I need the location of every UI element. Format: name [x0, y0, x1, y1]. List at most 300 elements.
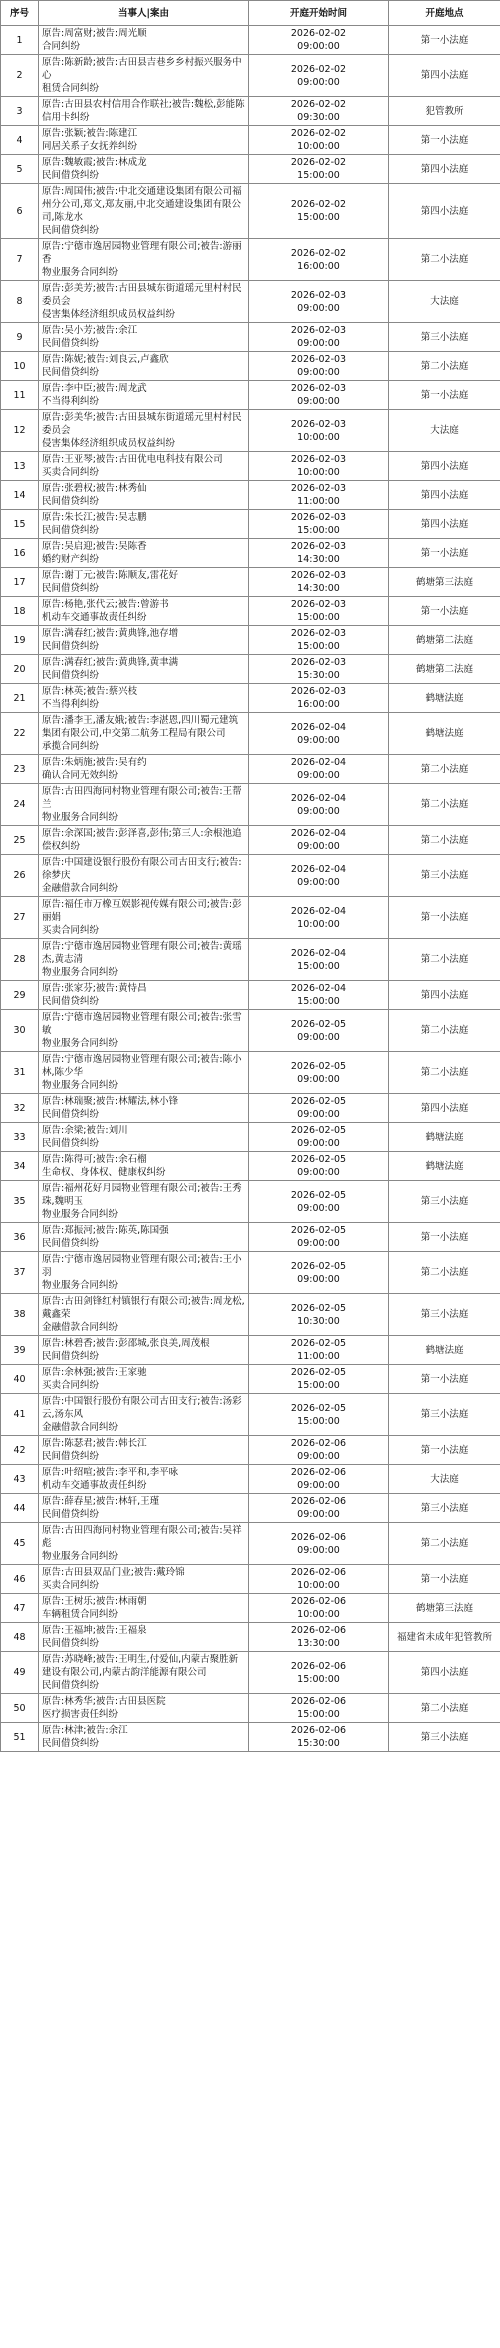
- table-row: [1, 939, 500, 981]
- party-text: 原告:宁德市逸居园物业管理有限公司;被告:陈小林,陈少华: [42, 1054, 242, 1078]
- start-time-cell: [249, 626, 389, 655]
- case-cause-text: 民间借贷纠纷: [42, 1451, 100, 1462]
- party-cause-cell: [39, 826, 249, 855]
- party-text: 原告:王亚琴;被告:古田优电电科技有限公司: [42, 454, 223, 465]
- party-text: 原告:宁德市逸居园物业管理有限公司;被告:黄瑶杰,黄志清: [42, 941, 242, 965]
- hearing-date: 2026-02-05: [290, 1060, 347, 1072]
- location-cell: [389, 1436, 500, 1465]
- hearing-location: 鹤塘第二法庭: [415, 634, 473, 646]
- start-time-cell: [249, 784, 389, 826]
- hearing-time: 09:00:00: [297, 1073, 340, 1085]
- hearing-time: 15:00:00: [297, 1673, 340, 1685]
- party-text: 原告:宁德市逸居园物业管理有限公司;被告:游丽香: [42, 241, 242, 265]
- table-row: [1, 1494, 500, 1523]
- table-row: [1, 1152, 500, 1181]
- hearing-time: 10:00:00: [297, 431, 340, 443]
- hearing-location: 第三小法庭: [420, 870, 469, 881]
- hearing-location: 第二小法庭: [420, 1702, 469, 1714]
- row-number: 2: [16, 70, 23, 81]
- location-cell: [389, 481, 500, 510]
- party-cause-cell: [39, 1436, 249, 1465]
- row-number: 18: [13, 605, 26, 617]
- start-time-cell: [249, 939, 389, 981]
- hearing-time: 15:30:00: [297, 670, 340, 681]
- case-cause-text: 金融借款合同纠纷: [42, 883, 119, 894]
- case-cause-text: 买卖合同纠纷: [42, 925, 100, 936]
- start-time-cell: [249, 410, 389, 452]
- start-time-cell: [249, 281, 389, 323]
- case-cause-text: 信用卡纠纷: [42, 112, 90, 123]
- case-cause-text: 民间借贷纠纷: [42, 496, 100, 507]
- party-cause-cell: [39, 1365, 249, 1394]
- row-number: 7: [16, 254, 23, 265]
- case-cause-text: 物业服务合同纠纷: [42, 1209, 119, 1220]
- party-text: 原告:宁德市逸居园物业管理有限公司;被告:张雪敏: [42, 1012, 242, 1036]
- hearing-location: 第三小法庭: [420, 1196, 469, 1207]
- hearing-date: 2026-02-02: [290, 99, 347, 110]
- hearing-location: 第二小法庭: [420, 254, 469, 265]
- row-number-cell: [1, 381, 39, 410]
- hearing-location: 第二小法庭: [420, 763, 469, 775]
- start-time-cell: [249, 1010, 389, 1052]
- location-cell: [389, 55, 500, 97]
- location-cell: [389, 510, 500, 539]
- location-cell: [389, 1594, 500, 1623]
- hearing-date: 2026-02-03: [290, 325, 347, 336]
- case-cause-text: 不当得利纠纷: [42, 396, 100, 407]
- row-number: 34: [13, 1160, 26, 1172]
- party-cause-cell: [39, 939, 249, 981]
- row-number: 23: [13, 763, 26, 775]
- location-cell: [389, 713, 500, 755]
- row-number-cell: [1, 939, 39, 981]
- table-row: [1, 626, 500, 655]
- row-number-cell: [1, 281, 39, 323]
- hearing-time: 15:30:00: [297, 1738, 340, 1749]
- party-cause-cell: [39, 1123, 249, 1152]
- hearing-time: 15:00:00: [297, 641, 340, 652]
- row-number-cell: [1, 323, 39, 352]
- party-text: 原告:张碧权;被告:林秀仙: [42, 483, 147, 494]
- party-cause-cell: [39, 481, 249, 510]
- row-number-cell: [1, 1436, 39, 1465]
- party-text: 原告:周富财;被告:周光顺: [42, 28, 147, 39]
- location-cell: [389, 1052, 500, 1094]
- table-row: [1, 323, 500, 352]
- hearing-date: 2026-02-04: [290, 905, 347, 917]
- party-cause-cell: [39, 897, 249, 939]
- row-number: 32: [13, 1102, 26, 1114]
- hearing-date: 2026-02-03: [290, 570, 347, 581]
- case-cause-text: 民间借贷纠纷: [42, 1738, 100, 1749]
- row-number-cell: [1, 1294, 39, 1336]
- location-cell: [389, 1010, 500, 1052]
- row-number-cell: [1, 510, 39, 539]
- party-cause-cell: [39, 26, 249, 55]
- header-location: 开庭地点: [389, 1, 500, 26]
- party-text: 原告:中国建设银行股份有限公司古田支行;被告:徐梦庆: [42, 857, 242, 881]
- start-time-cell: [249, 684, 389, 713]
- row-number-cell: [1, 481, 39, 510]
- row-number-cell: [1, 1152, 39, 1181]
- hearing-date: 2026-02-06: [290, 1567, 347, 1578]
- hearing-date: 2026-02-05: [290, 1225, 347, 1236]
- hearing-date: 2026-02-06: [290, 1725, 347, 1736]
- row-number-cell: [1, 155, 39, 184]
- party-text: 原告:余林强;被告:王家驰: [42, 1367, 147, 1378]
- hearing-date: 2026-02-05: [290, 1125, 347, 1136]
- start-time-cell: [249, 1436, 389, 1465]
- location-cell: [389, 568, 500, 597]
- hearing-location: 第二小法庭: [420, 1025, 469, 1036]
- start-time-cell: [249, 1652, 389, 1694]
- hearing-date: 2026-02-03: [290, 354, 347, 365]
- party-cause-cell: [39, 626, 249, 655]
- case-cause-text: 民间借贷纠纷: [42, 367, 100, 378]
- row-number: 22: [13, 728, 26, 739]
- party-text: 原告:余梁;被告:刘川: [42, 1125, 128, 1136]
- case-cause-text: 民间借贷纠纷: [42, 641, 100, 652]
- start-time-cell: [249, 1294, 389, 1336]
- row-number: 37: [13, 1267, 26, 1278]
- hearing-location: 第四小法庭: [420, 989, 469, 1001]
- row-number-cell: [1, 1652, 39, 1694]
- party-cause-cell: [39, 55, 249, 97]
- location-cell: [389, 655, 500, 684]
- table-row: [1, 1436, 500, 1465]
- start-time-cell: [249, 155, 389, 184]
- row-number-cell: [1, 1010, 39, 1052]
- start-time-cell: [249, 352, 389, 381]
- start-time-cell: [249, 897, 389, 939]
- row-number-cell: [1, 1336, 39, 1365]
- row-number-cell: [1, 784, 39, 826]
- case-cause-text: 物业服务合同纠纷: [42, 812, 119, 823]
- location-cell: [389, 381, 500, 410]
- hearing-location: 第四小法庭: [420, 518, 469, 530]
- row-number-cell: [1, 597, 39, 626]
- hearing-date: 2026-02-03: [290, 628, 347, 639]
- hearing-time: 09:00:00: [297, 1273, 340, 1285]
- hearing-date: 2026-02-05: [290, 1402, 347, 1414]
- start-time-cell: [249, 1365, 389, 1394]
- location-cell: [389, 1152, 500, 1181]
- location-cell: [389, 97, 500, 126]
- hearing-location: 第二小法庭: [420, 834, 469, 846]
- location-cell: [389, 239, 500, 281]
- party-text: 原告:吴小芳;被告:余江: [42, 325, 138, 336]
- start-time-cell: [249, 1123, 389, 1152]
- row-number-cell: [1, 1052, 39, 1094]
- hearing-date: 2026-02-02: [290, 247, 347, 259]
- hearing-date: 2026-02-02: [290, 128, 347, 139]
- table-row: [1, 1594, 500, 1623]
- hearing-location: 第二小法庭: [420, 954, 469, 965]
- party-text: 原告:陈新龄;被告:古田县吉巷乡乡村振兴服务中心: [42, 57, 242, 81]
- hearing-location: 第一小法庭: [420, 134, 469, 146]
- location-cell: [389, 1181, 500, 1223]
- hearing-date: 2026-02-06: [290, 1531, 347, 1543]
- party-text: 原告:王树乐;被告:林雨朝: [42, 1596, 147, 1607]
- table-row: [1, 597, 500, 626]
- hearing-time: 09:00:00: [297, 41, 340, 52]
- party-cause-cell: [39, 410, 249, 452]
- table-row: [1, 239, 500, 281]
- hearing-date: 2026-02-05: [290, 1096, 347, 1107]
- hearing-date: 2026-02-03: [290, 483, 347, 494]
- table-row: [1, 1365, 500, 1394]
- hearing-date: 2026-02-03: [290, 418, 347, 430]
- location-cell: [389, 897, 500, 939]
- table-row: [1, 655, 500, 684]
- row-number: 38: [13, 1309, 26, 1320]
- party-cause-cell: [39, 684, 249, 713]
- hearing-location: 第三小法庭: [420, 1409, 469, 1420]
- hearing-location: 第一小法庭: [420, 1373, 469, 1385]
- row-number-cell: [1, 755, 39, 784]
- row-number: 40: [13, 1373, 26, 1385]
- hearing-location: 第二小法庭: [420, 1538, 469, 1549]
- party-text: 原告:林英;被告:蔡兴枝: [42, 686, 138, 697]
- header-party-cause: 当事人|案由: [39, 1, 249, 26]
- row-number: 48: [13, 1631, 26, 1643]
- row-number-cell: [1, 410, 39, 452]
- table-body: [1, 26, 500, 1752]
- hearing-time: 14:30:00: [297, 583, 340, 594]
- case-cause-text: 民间借贷纠纷: [42, 1238, 100, 1249]
- hearing-location: 犯管教所: [425, 105, 464, 117]
- table-row: [1, 539, 500, 568]
- hearing-time: 10:00:00: [297, 467, 340, 478]
- row-number: 27: [13, 912, 26, 923]
- table-row: [1, 481, 500, 510]
- hearing-time: 09:00:00: [297, 1451, 340, 1462]
- party-cause-cell: [39, 1723, 249, 1752]
- table-row: [1, 1094, 500, 1123]
- hearing-location: 大法庭: [430, 296, 459, 307]
- party-cause-cell: [39, 539, 249, 568]
- party-cause-cell: [39, 597, 249, 626]
- location-cell: [389, 1336, 500, 1365]
- location-cell: [389, 1252, 500, 1294]
- row-number-cell: [1, 539, 39, 568]
- hearing-date: 2026-02-05: [290, 1302, 347, 1314]
- hearing-date: 2026-02-03: [290, 454, 347, 465]
- table-row: [1, 713, 500, 755]
- party-cause-cell: [39, 452, 249, 481]
- party-cause-cell: [39, 1336, 249, 1365]
- hearing-time: 10:00:00: [297, 918, 340, 930]
- location-cell: [389, 1465, 500, 1494]
- case-cause-text: 民间借贷纠纷: [42, 1109, 100, 1120]
- party-cause-cell: [39, 1565, 249, 1594]
- hearing-time: 09:00:00: [297, 1544, 340, 1556]
- hearing-date: 2026-02-03: [290, 599, 347, 610]
- start-time-cell: [249, 1623, 389, 1652]
- start-time-cell: [249, 1523, 389, 1565]
- hearing-time: 15:00:00: [297, 1380, 340, 1391]
- location-cell: [389, 1294, 500, 1336]
- case-cause-text: 物业服务合同纠纷: [42, 267, 119, 278]
- hearing-date: 2026-02-06: [290, 1467, 347, 1478]
- start-time-cell: [249, 1094, 389, 1123]
- row-number-cell: [1, 568, 39, 597]
- hearing-date: 2026-02-05: [290, 1338, 347, 1349]
- table-row: [1, 1652, 500, 1694]
- hearing-date: 2026-02-04: [290, 947, 347, 959]
- row-number: 28: [13, 954, 26, 965]
- start-time-cell: [249, 452, 389, 481]
- location-cell: [389, 26, 500, 55]
- hearing-time: 09:00:00: [297, 1238, 340, 1249]
- party-cause-cell: [39, 1594, 249, 1623]
- hearing-time: 15:00:00: [297, 1415, 340, 1427]
- row-number: 6: [16, 205, 23, 217]
- hearing-time: 09:00:00: [297, 1109, 340, 1120]
- hearing-time: 09:00:00: [297, 338, 340, 349]
- party-text: 原告:古田县双品门业;被告:戴玲锦: [42, 1567, 185, 1578]
- hearing-date: 2026-02-03: [290, 686, 347, 697]
- row-number-cell: [1, 1623, 39, 1652]
- hearing-time: 11:00:00: [297, 496, 340, 507]
- hearing-time: 16:00:00: [297, 260, 340, 272]
- case-cause-text: 民间借贷纠纷: [42, 996, 100, 1007]
- row-number: 30: [13, 1025, 26, 1036]
- hearing-time: 09:00:00: [297, 1031, 340, 1043]
- hearing-date: 2026-02-03: [290, 512, 347, 523]
- row-number: 39: [13, 1344, 26, 1356]
- hearing-time: 13:30:00: [297, 1638, 340, 1649]
- row-number: 10: [13, 360, 26, 372]
- party-cause-cell: [39, 1181, 249, 1223]
- table-row: [1, 352, 500, 381]
- hearing-location: 第一小法庭: [420, 1231, 469, 1243]
- location-cell: [389, 684, 500, 713]
- location-cell: [389, 184, 500, 239]
- party-cause-cell: [39, 855, 249, 897]
- hearing-date: 2026-02-04: [290, 792, 347, 804]
- row-number: 3: [16, 105, 23, 117]
- location-cell: [389, 1723, 500, 1752]
- case-cause-text: 物业服务合同纠纷: [42, 1038, 119, 1049]
- start-time-cell: [249, 1252, 389, 1294]
- row-number: 35: [13, 1196, 26, 1207]
- hearing-date: 2026-02-02: [290, 199, 347, 210]
- start-time-cell: [249, 1394, 389, 1436]
- hearing-location: 鹤塘法庭: [425, 728, 464, 739]
- party-text: 原告:王福坤;被告:王福泉: [42, 1625, 147, 1636]
- hearing-location: 第四小法庭: [420, 489, 469, 501]
- start-time-cell: [249, 713, 389, 755]
- location-cell: [389, 352, 500, 381]
- party-cause-cell: [39, 1252, 249, 1294]
- row-number-cell: [1, 1494, 39, 1523]
- location-cell: [389, 1652, 500, 1694]
- hearing-date: 2026-02-04: [290, 721, 347, 733]
- case-cause-text: 买卖合同纠纷: [42, 1580, 100, 1591]
- party-text: 原告:朱长江;被告:吴志鹏: [42, 512, 147, 523]
- location-cell: [389, 1094, 500, 1123]
- party-text: 原告:陈得可;被告:余石榴: [42, 1154, 147, 1165]
- table-row: [1, 1694, 500, 1723]
- row-number-cell: [1, 981, 39, 1010]
- party-text: 原告:中国银行股份有限公司古田支行;被告:汤彩云,汤东风: [42, 1396, 242, 1420]
- party-cause-cell: [39, 568, 249, 597]
- hearing-location: 第四小法庭: [420, 1102, 469, 1114]
- hearing-time: 09:00:00: [297, 302, 340, 314]
- hearing-time: 15:00:00: [297, 960, 340, 972]
- party-cause-cell: [39, 1652, 249, 1694]
- hearing-location: 第三小法庭: [420, 1309, 469, 1320]
- case-cause-text: 租赁合同纠纷: [42, 83, 100, 94]
- start-time-cell: [249, 55, 389, 97]
- row-number-cell: [1, 897, 39, 939]
- party-text: 原告:宁德市逸居园物业管理有限公司;被告:王小羽: [42, 1254, 242, 1278]
- party-text: 原告:陈妮;被告:刘良云,卢鑫欣: [42, 354, 169, 365]
- hearing-date: 2026-02-06: [290, 1596, 347, 1607]
- row-number: 4: [16, 134, 23, 146]
- location-cell: [389, 626, 500, 655]
- hearing-location: 第四小法庭: [420, 1667, 469, 1678]
- row-number-cell: [1, 713, 39, 755]
- hearing-time: 09:00:00: [297, 1202, 340, 1214]
- hearing-time: 15:00:00: [297, 525, 340, 536]
- row-number: 47: [13, 1602, 26, 1614]
- hearing-location: 第二小法庭: [420, 799, 469, 810]
- table-row: [1, 55, 500, 97]
- hearing-time: 09:00:00: [297, 770, 340, 781]
- row-number: 19: [13, 634, 26, 646]
- row-number: 17: [13, 576, 26, 588]
- party-cause-cell: [39, 352, 249, 381]
- hearing-time: 10:00:00: [297, 1580, 340, 1591]
- start-time-cell: [249, 323, 389, 352]
- row-number: 26: [13, 870, 26, 881]
- start-time-cell: [249, 239, 389, 281]
- row-number: 16: [13, 547, 26, 559]
- case-cause-text: 金融借款合同纠纷: [42, 1322, 119, 1333]
- row-number: 41: [13, 1409, 26, 1420]
- table-row: [1, 1181, 500, 1223]
- location-cell: [389, 452, 500, 481]
- hearing-location: 第四小法庭: [420, 460, 469, 472]
- party-cause-cell: [39, 1152, 249, 1181]
- row-number-cell: [1, 1252, 39, 1294]
- case-cause-text: 民间借贷纠纷: [42, 170, 100, 181]
- hearing-location: 大法庭: [430, 425, 459, 436]
- hearing-time: 10:00:00: [297, 141, 340, 152]
- row-number-cell: [1, 655, 39, 684]
- location-cell: [389, 1694, 500, 1723]
- party-text: 原告:苏晓峰;被告:王明生,付爱仙,内蒙古聚胜新建设有限公司,内蒙古韵洋能源有限公司: [42, 1654, 239, 1678]
- case-cause-text: 确认合同无效纠纷: [42, 770, 119, 781]
- party-text: 原告:古田四海同村物业管理有限公司;被告:吴祥彪: [42, 1525, 242, 1549]
- hearing-location: 鹤塘第三法庭: [415, 576, 473, 588]
- table-row: [1, 1394, 500, 1436]
- start-time-cell: [249, 1494, 389, 1523]
- header-no: 序号: [1, 1, 39, 26]
- hearing-date: 2026-02-03: [290, 383, 347, 394]
- start-time-cell: [249, 184, 389, 239]
- party-cause-cell: [39, 1394, 249, 1436]
- party-cause-cell: [39, 1094, 249, 1123]
- start-time-cell: [249, 510, 389, 539]
- location-cell: [389, 323, 500, 352]
- hearing-time: 09:00:00: [297, 1138, 340, 1149]
- table-row: [1, 281, 500, 323]
- start-time-cell: [249, 1152, 389, 1181]
- row-number: 12: [13, 425, 26, 436]
